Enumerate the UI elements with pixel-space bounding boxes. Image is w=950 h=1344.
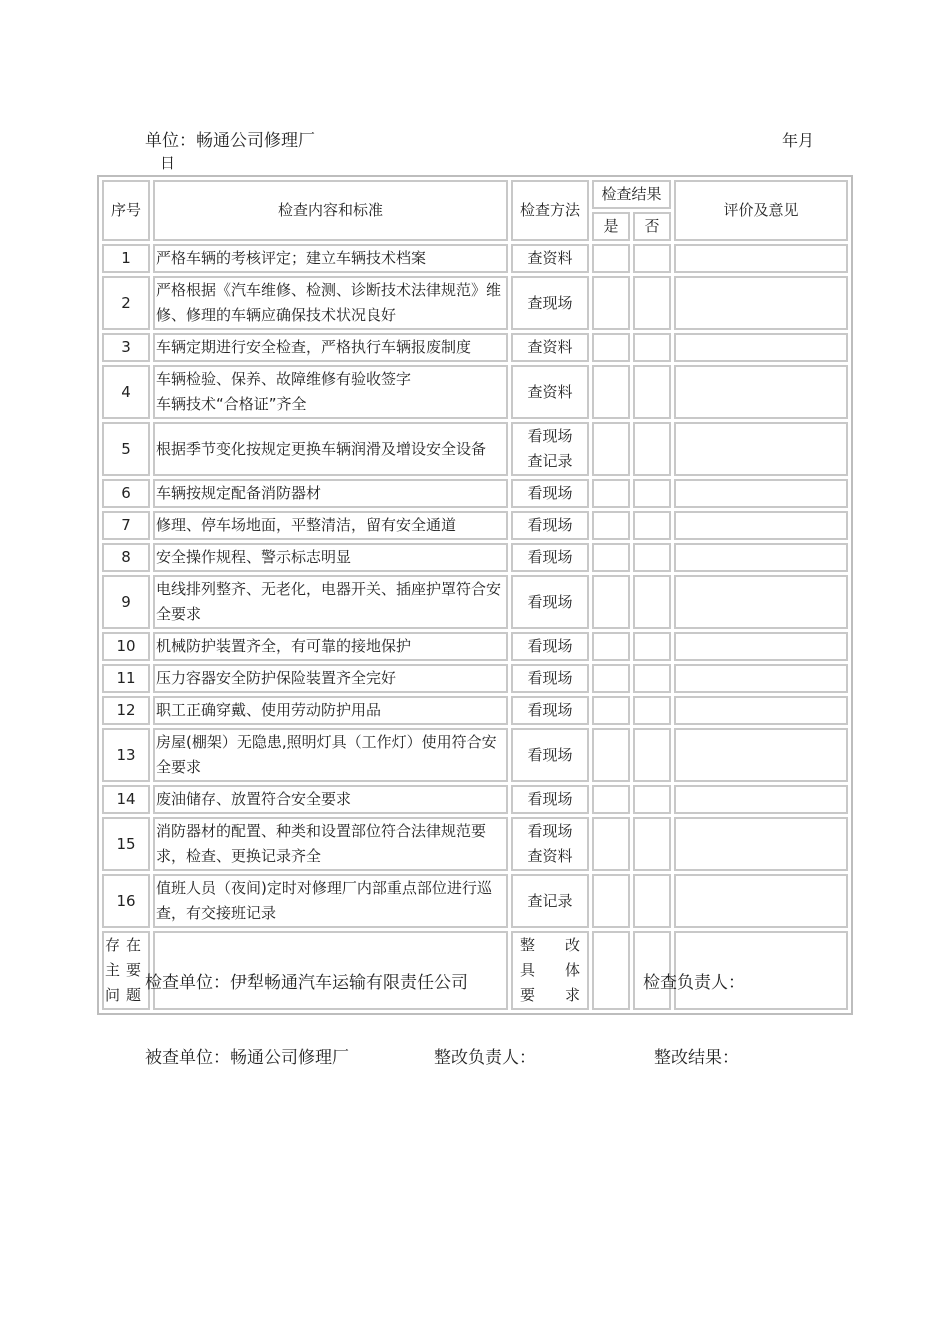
row-content — [153, 543, 508, 572]
row-content-text: 严格车辆的考核评定；建立车辆技术档案 — [156, 249, 427, 267]
comment-cell[interactable] — [674, 632, 848, 661]
issues-label-line: 主要 — [105, 961, 148, 979]
issues-label-line: 存在 — [105, 936, 148, 954]
inspected-unit: 被查单位：畅通公司修理厂 — [145, 1048, 349, 1068]
fix-label-char: 要 — [520, 986, 536, 1004]
table-row — [102, 785, 848, 814]
row-number: 4 — [102, 365, 150, 419]
result-no-cell[interactable] — [633, 664, 671, 693]
row-method — [511, 422, 589, 476]
row-content-text: 值班人员（夜间)定时对修理厂内部重点部位进行巡查，有交接班记录 — [156, 879, 492, 922]
table-row — [102, 696, 848, 725]
row-method — [511, 728, 589, 782]
row-method — [511, 575, 589, 629]
date-day: 日 — [160, 154, 176, 172]
fix-label-char: 求 — [564, 986, 580, 1004]
fix-label-line — [514, 983, 586, 1008]
row-method-text: 看现场 — [527, 822, 573, 840]
row-method-text: 看现场 — [527, 745, 573, 764]
table-row — [102, 664, 848, 693]
table-row — [102, 575, 848, 629]
fix-label-char: 具 — [520, 961, 536, 979]
row-content-text: 车辆定期进行安全检查，严格执行车辆报废制度 — [156, 338, 472, 356]
result-yes-cell[interactable] — [592, 543, 630, 572]
row-number: 15 — [102, 817, 150, 871]
result-yes-cell[interactable] — [592, 632, 630, 661]
date-year-month: 年月 — [782, 131, 815, 150]
unit-line: 单位：畅通公司修理厂 — [145, 131, 315, 151]
row-number: 16 — [102, 874, 150, 928]
result-yes-cell[interactable] — [592, 817, 630, 871]
header-no: 序号 — [102, 180, 150, 241]
result-yes-cell[interactable] — [592, 785, 630, 814]
row-content — [153, 817, 508, 871]
fix-label-char: 整 — [520, 936, 536, 954]
row-number: 6 — [102, 479, 150, 508]
row-number: 5 — [102, 422, 150, 476]
table-row — [102, 543, 848, 572]
row-number: 9 — [102, 575, 150, 629]
row-method — [511, 479, 589, 508]
fix-label-line — [514, 958, 586, 983]
table-row — [102, 276, 848, 330]
row-method — [511, 664, 589, 693]
row-method-text: 看现场 — [527, 592, 573, 611]
row-content-text: 车辆按规定配备消防器材 — [156, 484, 322, 502]
comment-cell[interactable] — [674, 696, 848, 725]
comment-cell[interactable] — [674, 333, 848, 362]
row-method — [511, 511, 589, 540]
issues-label-line: 问题 — [105, 986, 148, 1004]
row-method-text: 看现场 — [527, 669, 573, 687]
row-number: 13 — [102, 728, 150, 782]
comment-cell[interactable] — [674, 728, 848, 782]
row-method-text: 看现场 — [527, 427, 573, 445]
table-row — [102, 244, 848, 273]
comment-cell[interactable] — [674, 575, 848, 629]
result-no-cell[interactable] — [633, 785, 671, 814]
row-number: 11 — [102, 664, 150, 693]
row-method-text: 查资料 — [527, 382, 573, 401]
comment-cell[interactable] — [674, 276, 848, 330]
row-method — [511, 874, 589, 928]
row-content-text-2: 车辆技术“合格证”齐全 — [156, 395, 307, 413]
row-method — [511, 817, 589, 871]
comment-cell[interactable] — [674, 244, 848, 273]
row-number: 7 — [102, 511, 150, 540]
row-content-text: 房屋(棚架）无隐患,照明灯具（工作灯）使用符合安全要求 — [156, 733, 497, 776]
table-row — [102, 728, 848, 782]
fix-result: 整改结果： — [654, 1048, 739, 1068]
row-content — [153, 696, 508, 725]
row-content — [153, 333, 508, 362]
header-yes: 是 — [592, 212, 630, 241]
table-row — [102, 422, 848, 476]
row-content — [153, 632, 508, 661]
table-row — [102, 874, 848, 928]
result-yes-cell[interactable] — [592, 728, 630, 782]
header-no-result: 否 — [633, 212, 671, 241]
row-content — [153, 785, 508, 814]
row-method — [511, 365, 589, 419]
row-content — [153, 244, 508, 273]
row-content-text: 严格根据《汽车维修、检测、诊断技术法律规范》维修、修理的车辆应确保技术状况良好 — [156, 281, 502, 324]
row-number: 3 — [102, 333, 150, 362]
header-result: 检查结果 — [592, 180, 671, 209]
result-yes-cell[interactable] — [592, 333, 630, 362]
row-content — [153, 422, 508, 476]
fix-lead: 整改负责人： — [434, 1048, 536, 1068]
table-row — [102, 365, 848, 419]
table-row — [102, 632, 848, 661]
row-method — [511, 632, 589, 661]
row-content — [153, 874, 508, 928]
comment-cell[interactable] — [674, 785, 848, 814]
row-content — [153, 276, 508, 330]
row-method-text: 查资料 — [527, 249, 573, 267]
result-no-cell[interactable] — [633, 817, 671, 871]
result-yes-cell[interactable] — [592, 479, 630, 508]
row-content-text: 废油储存、放置符合安全要求 — [156, 790, 352, 808]
comment-cell[interactable] — [674, 874, 848, 928]
row-content-text: 职工正确穿戴、使用劳动防护用品 — [156, 701, 382, 719]
row-number: 8 — [102, 543, 150, 572]
row-method-text: 看现场 — [527, 484, 573, 502]
row-content — [153, 728, 508, 782]
result-no-cell[interactable] — [633, 632, 671, 661]
row-content — [153, 365, 508, 419]
result-no-cell[interactable] — [633, 696, 671, 725]
table-row — [102, 333, 848, 362]
result-no-cell[interactable] — [633, 276, 671, 330]
row-number: 1 — [102, 244, 150, 273]
row-method-text-2: 查资料 — [527, 847, 573, 865]
comment-cell[interactable] — [674, 365, 848, 419]
fix-label-char: 体 — [564, 961, 580, 979]
row-method — [511, 244, 589, 273]
result-no-cell[interactable] — [633, 511, 671, 540]
row-method-text: 查资料 — [527, 338, 573, 356]
row-content-text: 车辆检验、保养、故障维修有验收签字 — [156, 370, 412, 388]
result-yes-cell[interactable] — [592, 664, 630, 693]
result-no-cell[interactable] — [633, 365, 671, 419]
row-method — [511, 333, 589, 362]
row-content — [153, 511, 508, 540]
comment-cell[interactable] — [674, 817, 848, 871]
fix-yes-cell[interactable] — [592, 931, 630, 1010]
row-method-text: 查现场 — [527, 293, 573, 312]
row-method — [511, 276, 589, 330]
comment-cell[interactable] — [674, 422, 848, 476]
result-yes-cell[interactable] — [592, 276, 630, 330]
comment-cell[interactable] — [674, 543, 848, 572]
row-content-text: 压力容器安全防护保险装置齐全完好 — [156, 669, 397, 687]
result-yes-cell[interactable] — [592, 511, 630, 540]
row-content-text: 安全操作规程、警示标志明显 — [156, 548, 352, 566]
row-method-text: 看现场 — [527, 701, 573, 719]
row-number: 2 — [102, 276, 150, 330]
inspection-table — [97, 175, 853, 1015]
row-content-text: 根据季节变化按规定更换车辆润滑及增设安全设备 — [156, 439, 487, 458]
header-content: 检查内容和标准 — [153, 180, 508, 241]
row-content — [153, 575, 508, 629]
result-no-cell[interactable] — [633, 422, 671, 476]
row-method-text: 看现场 — [527, 516, 573, 534]
header-method: 检查方法 — [511, 180, 589, 241]
row-number: 14 — [102, 785, 150, 814]
fix-requirement-label — [511, 931, 589, 1010]
result-no-cell[interactable] — [633, 728, 671, 782]
row-content-text: 电线排列整齐、无老化，电器开关、插座护罩符合安全要求 — [156, 580, 502, 623]
row-method-text: 查记录 — [527, 891, 573, 910]
row-method-text: 看现场 — [527, 548, 573, 566]
result-no-cell[interactable] — [633, 543, 671, 572]
row-content-text: 机械防护装置齐全，有可靠的接地保护 — [156, 637, 412, 655]
table-row — [102, 511, 848, 540]
inspect-lead: 检查负责人： — [643, 973, 745, 993]
row-method — [511, 785, 589, 814]
row-content-text: 修理、停车场地面，平整清洁，留有安全通道 — [156, 516, 457, 534]
result-no-cell[interactable] — [633, 244, 671, 273]
row-method — [511, 696, 589, 725]
result-yes-cell[interactable] — [592, 575, 630, 629]
issues-label — [102, 931, 150, 1010]
result-no-cell[interactable] — [633, 575, 671, 629]
result-yes-cell[interactable] — [592, 244, 630, 273]
comment-cell[interactable] — [674, 479, 848, 508]
row-content — [153, 664, 508, 693]
result-no-cell[interactable] — [633, 479, 671, 508]
result-yes-cell[interactable] — [592, 422, 630, 476]
result-yes-cell[interactable] — [592, 365, 630, 419]
row-content-text: 消防器材的配置、种类和设置部位符合法律规范要求，检查、更换记录齐全 — [156, 822, 487, 865]
row-method-text-2: 查记录 — [527, 452, 573, 470]
fix-label-char: 改 — [564, 936, 580, 954]
result-yes-cell[interactable] — [592, 874, 630, 928]
row-method — [511, 543, 589, 572]
table-row — [102, 817, 848, 871]
result-no-cell[interactable] — [633, 333, 671, 362]
result-no-cell[interactable] — [633, 874, 671, 928]
row-number: 10 — [102, 632, 150, 661]
row-number: 12 — [102, 696, 150, 725]
row-method-text: 看现场 — [527, 790, 573, 808]
row-content — [153, 479, 508, 508]
comment-cell[interactable] — [674, 664, 848, 693]
inspect-unit: 检查单位：伊犁畅通汽车运输有限责任公司 — [145, 973, 468, 993]
row-method-text: 看现场 — [527, 637, 573, 655]
comment-cell[interactable] — [674, 511, 848, 540]
table-row — [102, 479, 848, 508]
result-yes-cell[interactable] — [592, 696, 630, 725]
header-comment: 评价及意见 — [674, 180, 848, 241]
fix-label-line — [514, 933, 586, 958]
